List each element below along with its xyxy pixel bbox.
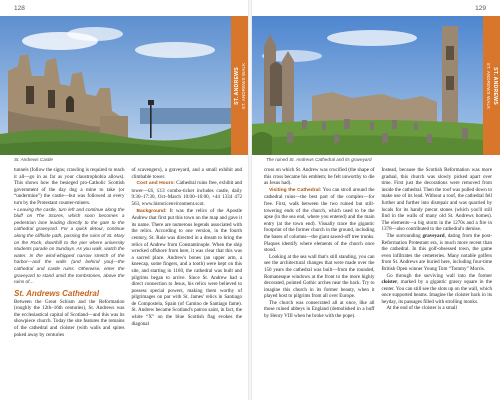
- walk-direction: • Leaving the castle, turn left and continue along the bluff on The Scores, which soon becomes a pedestrian lane leading directly to the gate to the cathedral graveyard. For a quick detour, continue along the cliffside path, passing the ruins of St. Mary on the Rock, downhill to the pier where university students parade on Sundays. As you walk, watch the water. In the wind-whipped narrow stretch of the harbor—and the walls (and behind you)—the cathedral and castle ruins. Otherwise, enter the graveyard to stand amid the tombstones, above the ruins of…: [14, 206, 125, 285]
- thumb-tab-title: ST. ANDREWS: [491, 66, 498, 105]
- background-label: Background:: [136, 208, 167, 214]
- body-paragraph: Between the Great Schism and the Reformation (roughly the 12th–16th centuries), St. Andrews was the ecclesiastical capital of Scotland—and this was its showpiece church. Today the site features the remains of the cathedral and cloister (with walls and spires poked away by centuries: [14, 298, 125, 338]
- left-page: [0, 0, 248, 400]
- text-column-2: [382, 167, 493, 393]
- cloister-keyword: cloister: [381, 279, 398, 286]
- thumb-tab: [483, 16, 500, 155]
- page-number: 128: [14, 5, 25, 12]
- text-columns: [264, 167, 492, 393]
- body-paragraph: The church was consecrated all at once, like all those ruined abbeys in England (demolished in a huff by Henry VIII when he broke with the pope).: [264, 299, 375, 320]
- graveyard-paragraph: [382, 233, 493, 273]
- body-paragraph: At the end of the cloister is a small: [386, 305, 457, 312]
- cathedral-photo: [252, 16, 483, 155]
- graveyard-text-end: , dating from the post-Reformation Protestant era, is much more recent than the cathedral. In this golf-obsessed town, the game even infiltrates the cemeteries. Many notable golfers from St. Andrews are buried here, including four-time British Open winner Young Tom “Tommy” Morris.: [381, 232, 493, 272]
- photo-caption: The ruined St. Andrews Cathedral and its graveyard: [266, 157, 372, 162]
- body-paragraph: tunnels (follow the signs; crawling is required to reach it all—go in as far as your claustrophobia allows). This shows how the besieged pro-Catholic Scottish government of the day dug a mine to take (or “undermine”) the castle—but was followed at every turn by the Protestant counter-miners.: [14, 167, 125, 206]
- castle-photo: [0, 16, 231, 155]
- body-paragraph: Instead, because the Scottish Reformation was more gradual, this church was slowly picked apart over time. First just the decorations were removed from inside the cathedral. Then the roof was pulled down to make use of its lead. Without a roof, the cathedral fell further and further into disrepair and was quarried by locals for its handy precut stones (which you'll still find in the walls of many old St. Andrews homes). The elements—a big storm in the 1270s and a fire in 1378—also contributed to the cathedral's demise.: [381, 167, 492, 233]
- photo-caption: St. Andrews Castle: [14, 157, 53, 162]
- graveyard-text-start: The surrounding: [386, 232, 423, 239]
- thumb-tab: [231, 16, 248, 155]
- text-column-2: [132, 167, 243, 393]
- text-columns: [14, 167, 242, 393]
- body-paragraph: cross on which St. Andrew was crucified (the shape of this cross became his emblem; he felt unworthy to die as Jesus had).: [264, 167, 375, 187]
- section-heading: St. Andrews Cathedral: [14, 288, 100, 298]
- body-paragraph: Looking at the sea wall that's still standing, you can see the architectural changes that were made over the 150 years the cathedral was built—from the rounded, Romanesque windows at the front to the more highly decorated, pointed Gothic arches near the back. Try to imagine this church in its former beauty, when it played host to pilgrims from all over Europe.: [264, 253, 375, 300]
- thumb-tab-subtitle: ST. ANDREWS WALK: [486, 62, 491, 109]
- cloister-paragraph: [382, 273, 493, 306]
- cloister-text-start: Go through the surviving wall into the former: [386, 272, 492, 279]
- visiting-paragraph: [264, 187, 375, 254]
- cost-hours-label: Cost and Hours:: [136, 181, 175, 187]
- background-text: It was the relics of the Apostle Andrew that first put this town on the map and gave it its name. There are numerous legends associated with the relics. According to one version, in the fourth century, St. Rule was directed in a dream to bring the relics of Andrew from Constantinople. When the ship wrecked offshore from here, it was clear that this was a sacred place. Andrew's bones (an upper arm, a kneecap, some fingers, and a tooth) were kept on this site, and starting in 1160, the cathedral was built and pilgrims began to arrive. Since St. Andrew had a direct connection to Jesus, his relics were believed to possess special powers, making them worthy of pilgrimages on par with St. James' relics in Santiago de Compostela, Spain (of Camino de Santiago fame). St. Andrew became Scotland's patron saint, in fact, the white “X” on the blue Scottish flag evokes the diagonal: [131, 207, 242, 327]
- right-page: [252, 0, 500, 400]
- text-column-1: [14, 167, 125, 393]
- cloister-text-end: , marked by a gigantic grassy square in the center. You can still see the slots up on the wall, which once supported beams. Imagine the cloister back in its heyday, its passages filled with strolling monks.: [381, 279, 492, 305]
- background-paragraph: [132, 208, 243, 328]
- thumb-tab-subtitle: ST. ANDREWS WALK: [240, 62, 245, 109]
- text-column-1: [264, 167, 375, 393]
- graveyard-keyword: graveyard: [422, 232, 445, 239]
- visiting-label: Visiting the Cathedral:: [269, 187, 322, 193]
- thumb-tab-title: ST. ANDREWS: [233, 66, 240, 105]
- body-paragraph: of scavengers), a graveyard, and a small exhibit and climbable tower.: [131, 167, 242, 180]
- visiting-text: You can stroll around the cathedral ruins—the best part of the complex—for free. First, walk between the two ruined but still-towering ends of the church, which used to be the apse (in the sea end, where you entered) and the main entry (at the town end). Visually trace the gigantic footprint of the former church in the ground, including the bases of columns—the giant sawed-off tree trunks. Plaques identify where elements of the church once stood.: [264, 186, 375, 254]
- cost-hours-paragraph: [132, 180, 243, 207]
- page-number: 129: [475, 5, 486, 12]
- cost-hours-text: Cathedral ruins free, exhibit and tower—£6, £13 combo-ticket includes castle, daily 9:30–17:30, Oct–March 10:00–16:00, +44 1334 472 563, www.historicenvironment.scot.: [131, 180, 243, 207]
